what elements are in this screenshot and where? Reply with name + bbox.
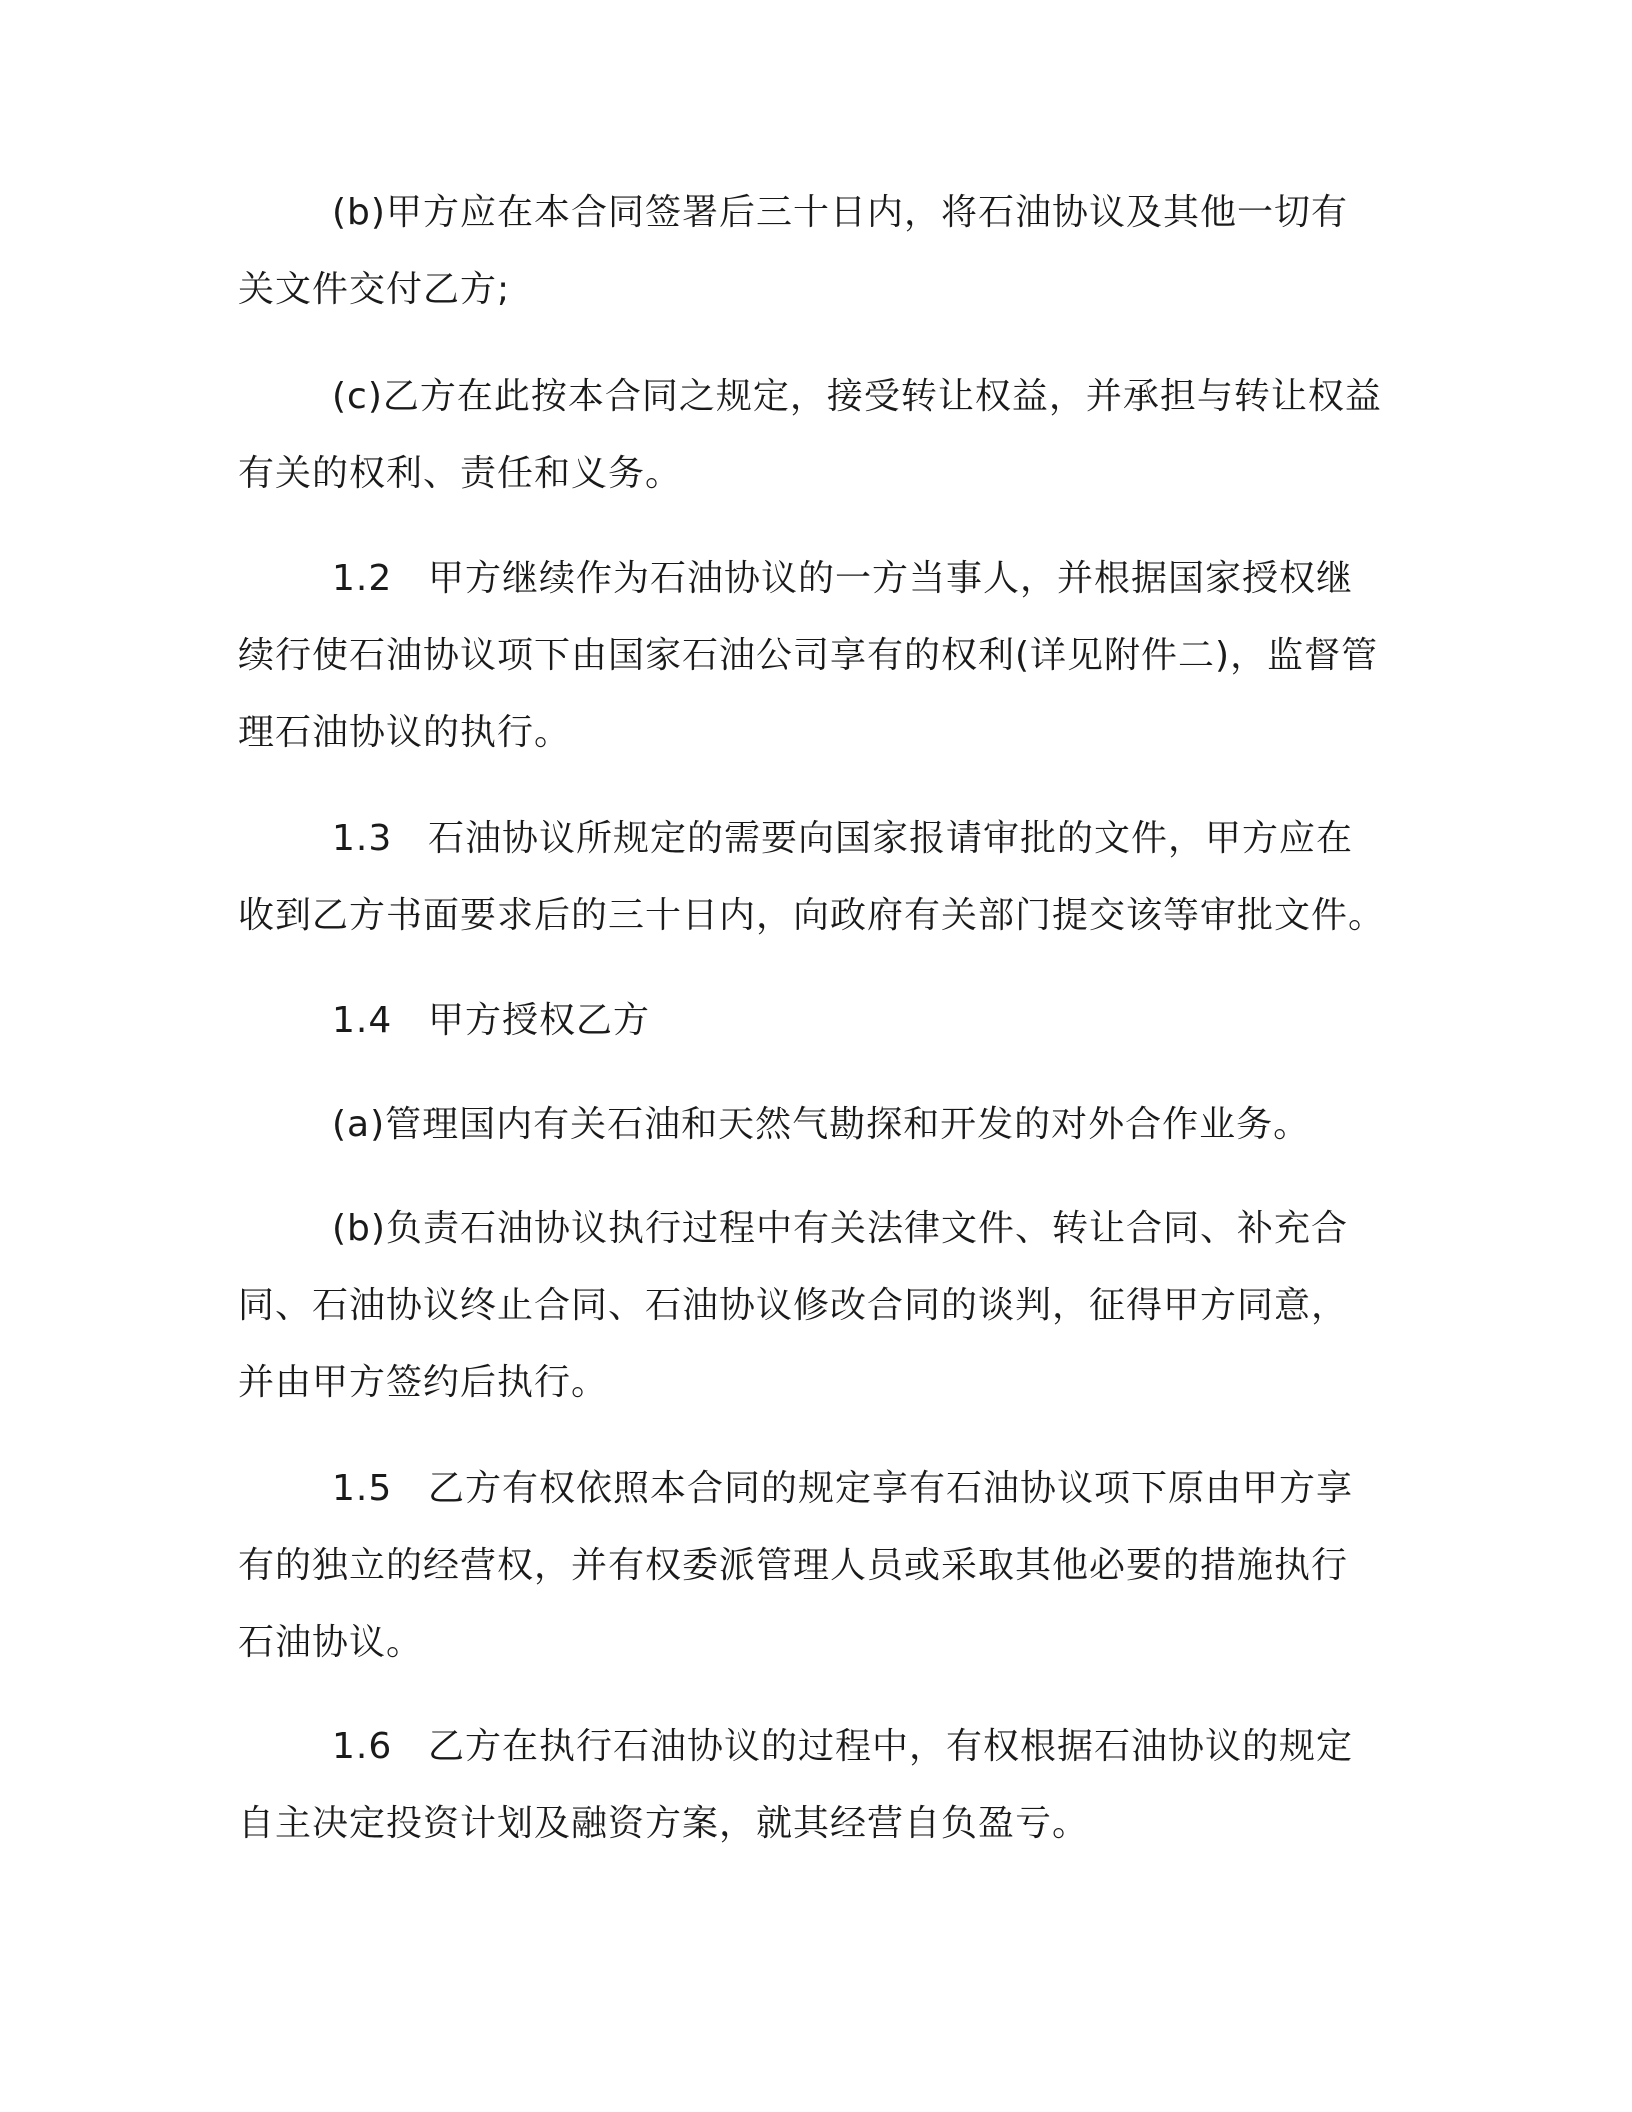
paragraph-line: 续行使石油协议项下由国家石油公司享有的权利(详见附件二)，监督管 xyxy=(238,635,1379,676)
paragraph-a-management xyxy=(238,1086,1398,1163)
paragraph-line: 有的独立的经营权，并有权委派管理人员或采取其他必要的措施执行 xyxy=(238,1545,1349,1586)
clause-number: 1.5 xyxy=(332,1468,393,1509)
paragraph-b-delivery xyxy=(238,174,1398,328)
clause-1-4 xyxy=(238,982,1398,1059)
clause-number: 1.4 xyxy=(332,1000,393,1041)
clause-1-3 xyxy=(238,800,1398,954)
paragraph-line: (b)甲方应在本合同签署后三十日内，将石油协议及其他一切有 xyxy=(332,192,1348,233)
paragraph-line: 关文件交付乙方; xyxy=(238,269,511,310)
paragraph-line: 乙方有权依照本合同的规定享有石油协议项下原由甲方享 xyxy=(428,1468,1354,1509)
clause-number: 1.3 xyxy=(332,818,393,859)
paragraph-b-negotiation xyxy=(238,1190,1398,1421)
paragraph-line: 有关的权利、责任和义务。 xyxy=(238,453,683,494)
paragraph-line: 石油协议所规定的需要向国家报请审批的文件，甲方应在 xyxy=(428,818,1354,859)
paragraph-line: (b)负责石油协议执行过程中有关法律文件、转让合同、补充合 xyxy=(332,1208,1348,1249)
paragraph-line: 乙方在执行石油协议的过程中，有权根据石油协议的规定 xyxy=(428,1726,1354,1767)
paragraph-line: 自主决定投资计划及融资方案，就其经营自负盈亏。 xyxy=(238,1803,1090,1844)
paragraph-line: 理石油协议的执行。 xyxy=(238,712,572,753)
paragraph-line: 同、石油协议终止合同、石油协议修改合同的谈判，征得甲方同意， xyxy=(238,1285,1349,1326)
clause-1-5 xyxy=(238,1450,1398,1681)
paragraph-line: 甲方授权乙方 xyxy=(428,1000,651,1041)
paragraph-line: (a)管理国内有关石油和天然气勘探和开发的对外合作业务。 xyxy=(332,1104,1311,1145)
paragraph-line: (c)乙方在此按本合同之规定，接受转让权益，并承担与转让权益 xyxy=(332,376,1382,417)
paragraph-line: 石油协议。 xyxy=(238,1622,424,1663)
clause-number: 1.2 xyxy=(332,558,393,599)
paragraph-line: 收到乙方书面要求后的三十日内，向政府有关部门提交该等审批文件。 xyxy=(238,895,1386,936)
paragraph-line: 甲方继续作为石油协议的一方当事人，并根据国家授权继 xyxy=(428,558,1354,599)
clause-1-6 xyxy=(238,1708,1398,1862)
clause-number: 1.6 xyxy=(332,1726,393,1767)
paragraph-c-acceptance xyxy=(238,358,1398,512)
paragraph-line: 并由甲方签约后执行。 xyxy=(238,1362,609,1403)
clause-1-2 xyxy=(238,540,1398,771)
